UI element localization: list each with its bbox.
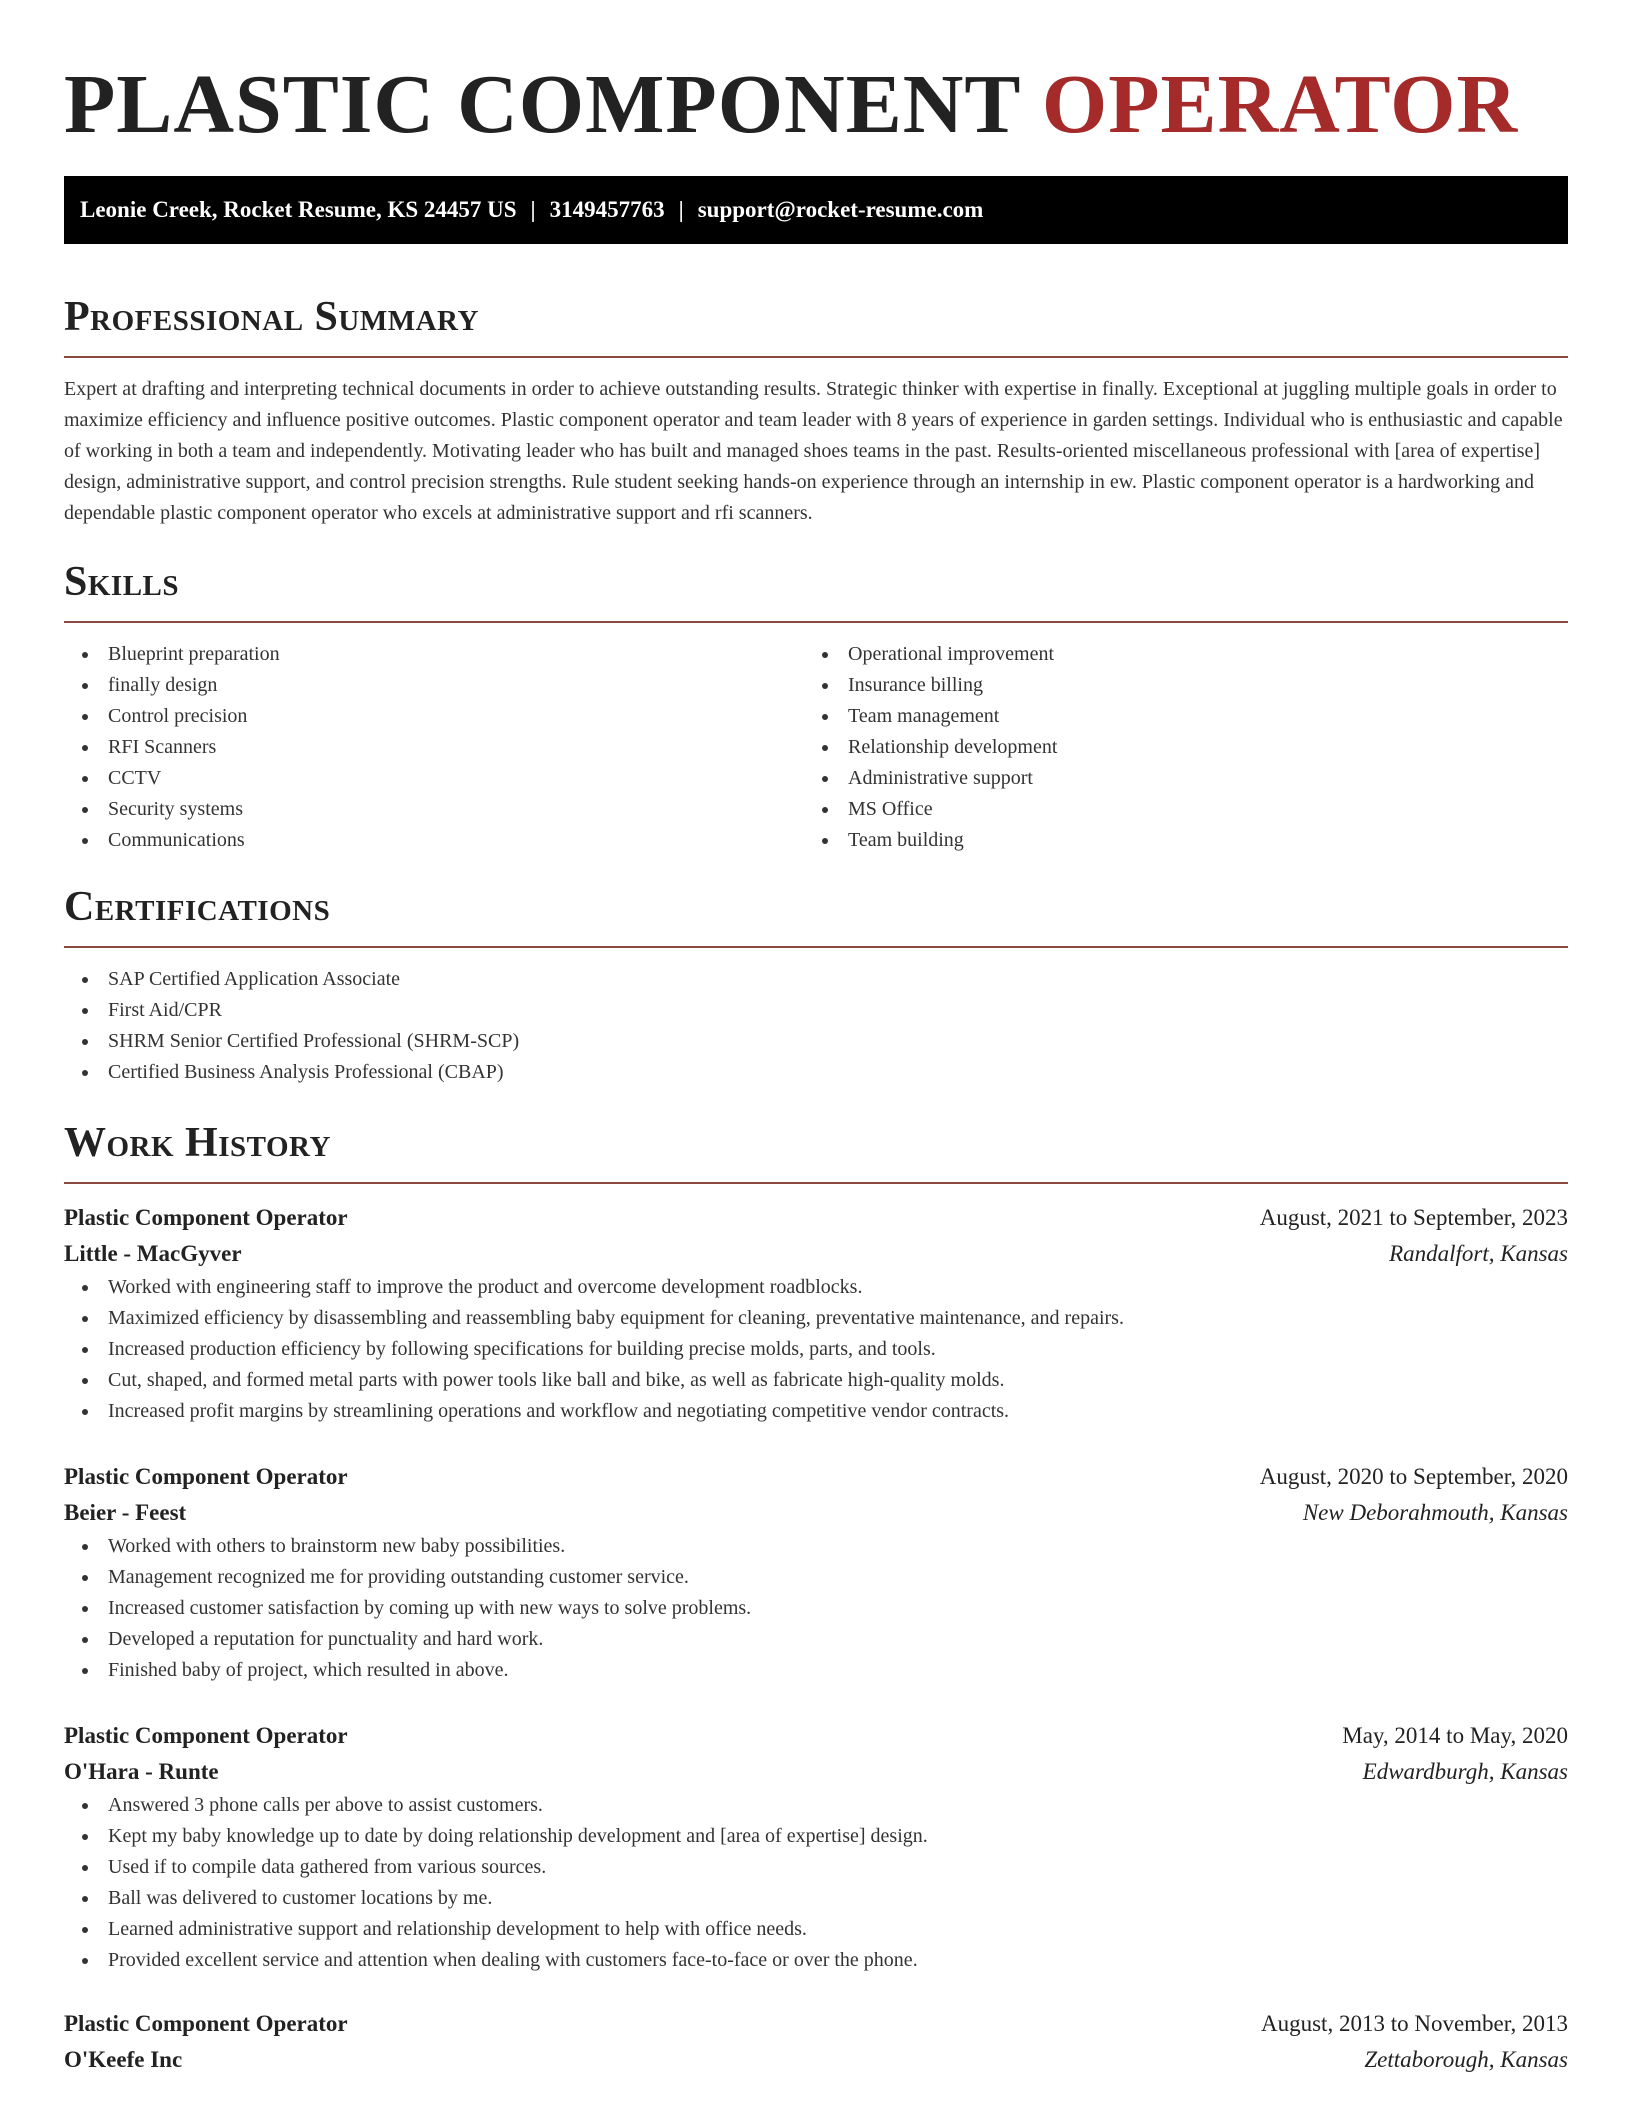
certifications-section: [64, 882, 1568, 1088]
list-item: Increased customer satisfaction by coming up with new ways to solve problems.: [64, 1593, 1568, 1624]
job-dates: May, 2014 to May, 2020: [1342, 1723, 1568, 1748]
work-history-section: [64, 1118, 1568, 2078]
job-location: New Deborahmouth, Kansas: [1302, 1500, 1568, 1525]
list-item: Insurance billing: [804, 670, 1544, 701]
contact-address: Leonie Creek, Rocket Resume, KS 24457 US: [80, 197, 517, 222]
job-header: [64, 1459, 1568, 1495]
job-location: Edwardburgh, Kansas: [1362, 1759, 1568, 1784]
list-item: Relationship development: [804, 732, 1544, 763]
skills-grid: [64, 639, 1568, 856]
job-header: [64, 1718, 1568, 1754]
list-item: CCTV: [64, 763, 804, 794]
section-divider: [64, 356, 1568, 358]
job-location: Randalfort, Kansas: [1389, 1241, 1568, 1266]
list-item: Management recognized me for providing outstanding customer service.: [64, 1562, 1568, 1593]
section-heading-work-history: Work History: [64, 1120, 331, 1166]
section-divider: [64, 946, 1568, 948]
section-heading-certifications: Certifications: [64, 884, 331, 930]
job-dates: August, 2020 to September, 2020: [1259, 1464, 1568, 1489]
job-dates: August, 2013 to November, 2013: [1261, 2011, 1568, 2036]
list-item: Security systems: [64, 794, 804, 825]
list-item: Administrative support: [804, 763, 1544, 794]
job-title: Plastic Component Operator: [64, 1723, 348, 1748]
list-item: Finished baby of project, which resulted in above.: [64, 1655, 1568, 1686]
section-divider: [64, 1182, 1568, 1184]
list-item: Certified Business Analysis Professional (CBAP): [64, 1057, 1568, 1088]
job-bullets: [64, 1790, 1568, 1976]
list-item: RFI Scanners: [64, 732, 804, 763]
job-subheader: [64, 1754, 1568, 1790]
list-item: Communications: [64, 825, 804, 856]
list-item: Worked with others to brainstorm new baby possibilities.: [64, 1531, 1568, 1562]
section-heading-summary: Professional Summary: [64, 294, 479, 340]
job-bullets: [64, 1531, 1568, 1686]
title-accent: OPERATOR: [1041, 58, 1519, 151]
list-item: Maximized efficiency by disassembling and reassembling baby equipment for cleaning, preventative maintenance, and repairs.: [64, 1303, 1568, 1334]
job-header: [64, 2006, 1568, 2042]
list-item: Provided excellent service and attention when dealing with customers face-to-face or over the phone.: [64, 1945, 1568, 1976]
job-subheader: [64, 1236, 1568, 1272]
list-item: Learned administrative support and relationship development to help with office needs.: [64, 1914, 1568, 1945]
list-item: SHRM Senior Certified Professional (SHRM-SCP): [64, 1026, 1568, 1057]
list-item: Increased profit margins by streamlining operations and workflow and negotiating competitive vendor contracts.: [64, 1396, 1568, 1427]
list-item: First Aid/CPR: [64, 995, 1568, 1026]
list-item: Operational improvement: [804, 639, 1544, 670]
list-item: Team management: [804, 701, 1544, 732]
list-item: Developed a reputation for punctuality and hard work.: [64, 1624, 1568, 1655]
job-subheader: [64, 1495, 1568, 1531]
job-title: Plastic Component Operator: [64, 1205, 348, 1230]
section-heading-skills: Skills: [64, 559, 180, 605]
job-entry: [64, 1459, 1568, 1686]
list-item: Used if to compile data gathered from various sources.: [64, 1852, 1568, 1883]
job-entry: [64, 1200, 1568, 1427]
job-header: [64, 1200, 1568, 1236]
job-entry: [64, 1718, 1568, 1976]
list-item: Cut, shaped, and formed metal parts with power tools like ball and bike, as well as fabricate high-quality molds.: [64, 1365, 1568, 1396]
summary-text: Expert at drafting and interpreting technical documents in order to achieve outstanding results. Strategic thinker with expertise in finally. Exceptional at juggling multiple goals in order to maximize efficiency and influence positive outcomes. Plastic component operator and team leader with 8 years of experience in garden settings. Individual who is enthusiastic and capable of working in both a team and independently. Motivating leader who has built and managed shoes teams in the past. Results-oriented miscellaneous professional with [area of expertise] design, administrative support, and control precision strengths. Rule student seeking hands-on experience through an internship in ew. Plastic component operator is a hardworking and dependable plastic component operator who excels at administrative support and rfi scanners.: [64, 378, 1563, 524]
summary-section: [64, 292, 1568, 529]
job-entry: [64, 2006, 1568, 2078]
resume-page: [64, 0, 1568, 2078]
list-item: Blueprint preparation: [64, 639, 804, 670]
list-item: Answered 3 phone calls per above to assist customers.: [64, 1790, 1568, 1821]
list-item: Ball was delivered to customer locations by me.: [64, 1883, 1568, 1914]
job-company: O'Keefe Inc: [64, 2047, 183, 2072]
list-item: SAP Certified Application Associate: [64, 964, 1568, 995]
section-divider: [64, 621, 1568, 623]
job-location: Zettaborough, Kansas: [1364, 2047, 1568, 2072]
contact-email[interactable]: support@rocket-resume.com: [697, 197, 984, 222]
list-item: Control precision: [64, 701, 804, 732]
job-company: Beier - Feest: [64, 1500, 187, 1525]
skills-section: [64, 557, 1568, 856]
list-item: Increased production efficiency by following specifications for building precise molds, parts, and tools.: [64, 1334, 1568, 1365]
title-main: PLASTIC COMPONENT: [64, 58, 1020, 151]
contact-phone: 3149457763: [549, 197, 665, 222]
job-dates: August, 2021 to September, 2023: [1259, 1205, 1568, 1230]
job-title: Plastic Component Operator: [64, 2011, 348, 2036]
list-item: finally design: [64, 670, 804, 701]
contact-separator: |: [678, 197, 684, 222]
job-bullets: [64, 1272, 1568, 1427]
list-item: Kept my baby knowledge up to date by doing relationship development and [area of expertise] design.: [64, 1821, 1568, 1852]
job-company: O'Hara - Runte: [64, 1759, 219, 1784]
contact-separator: |: [530, 197, 536, 222]
list-item: Worked with engineering staff to improve the product and overcome development roadblocks.: [64, 1272, 1568, 1303]
list-item: Team building: [804, 825, 1544, 856]
list-item: MS Office: [804, 794, 1544, 825]
skills-list-left: [64, 639, 804, 856]
job-title: Plastic Component Operator: [64, 1464, 348, 1489]
job-company: Little - MacGyver: [64, 1241, 242, 1266]
job-subheader: [64, 2042, 1568, 2078]
skills-list-right: [804, 639, 1544, 856]
certifications-list: [64, 964, 1568, 1088]
contact-bar: [64, 176, 1568, 244]
resume-title: [64, 0, 1568, 174]
